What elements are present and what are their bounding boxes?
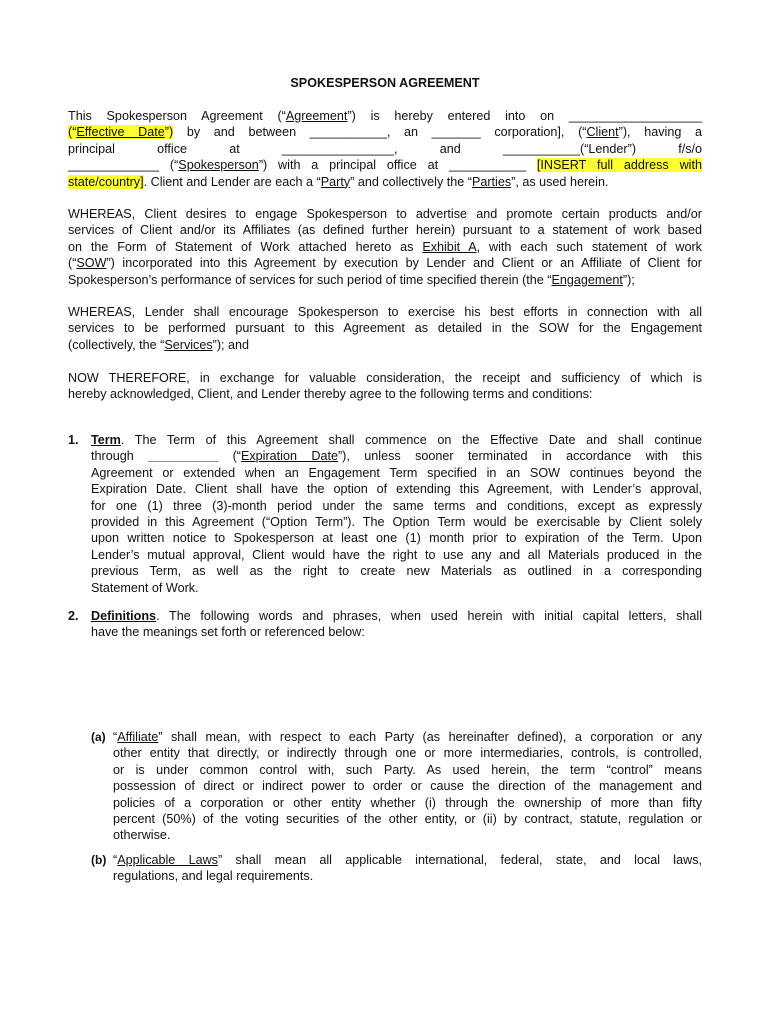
defined-term-party: Party [320, 174, 351, 189]
text: (“ [218, 449, 241, 464]
insert-address-highlight: [INSERT full address with [536, 158, 702, 173]
now-therefore-paragraph [68, 370, 702, 403]
intro-line-4 [68, 157, 702, 173]
definition-applicable-laws [113, 852, 702, 885]
text-line: for one (1) three (3)-month period under the same terms and conditions, except as expressly [91, 498, 702, 513]
section-number-1: 1. [68, 433, 79, 447]
text-line [91, 432, 702, 448]
intro-line-1 [68, 108, 702, 124]
text-line [113, 729, 702, 745]
expiration-blank: __________ [148, 449, 219, 464]
defined-term-client: Client [586, 125, 619, 140]
text-line: policies of a corporation or other entity whether (i) through the ownership of more than fifty [113, 795, 702, 810]
text: ” shall mean, with respect to each Party (as hereinafter defined), a corporation or any [158, 730, 702, 744]
effective-date-highlight [68, 125, 173, 139]
defined-term-agreement: Agreement [285, 109, 348, 123]
text-line: Lender’s mutual approval, Client would have the right to use any and all Materials produced in the [91, 547, 702, 562]
defined-term-affiliate: Affiliate [117, 730, 159, 744]
text-line: Statement of Work. [91, 580, 199, 595]
text: (“ [68, 256, 77, 271]
text-line [91, 608, 702, 624]
defined-term-spokesperson: Spokesperson [178, 158, 259, 173]
text-line: previous Term, as well as the right to create new Materials as outlined in a corresponding [91, 564, 702, 579]
text: by and between ___________, an _______ corporation], (“ [173, 125, 587, 140]
text: “ [113, 853, 118, 867]
text: (collectively, the “ [68, 337, 165, 352]
defined-term-services: Services [164, 337, 213, 352]
text: ”), unless sooner terminated in accordance with this [337, 449, 703, 464]
text: , with each such statement of work [476, 239, 702, 254]
text-line: WHEREAS, Client desires to engage Spokesperson to advertise and promote certain products and/or [68, 207, 702, 221]
whereas-paragraph-1 [68, 206, 702, 288]
text-line: percent (50%) of the voting securities of the other entity, or (ii) by contract, statute, regulation or [113, 812, 702, 827]
text: f/s/o [678, 141, 703, 156]
defined-term-effective-date: Effective Date [76, 125, 165, 140]
text: ________________, [281, 141, 398, 156]
text: . The following words and phrases, when used herein with initial capital letters, shall [156, 609, 702, 623]
defined-term-sow: SOW [76, 256, 107, 271]
text: ”, as used herein. [511, 174, 609, 189]
text: ”), having a [618, 125, 703, 140]
section-number-2: 2. [68, 609, 79, 623]
section-definitions [91, 608, 702, 641]
intro-line-2 [68, 124, 702, 140]
text-line [113, 852, 702, 868]
defined-term-engagement: Engagement [551, 272, 623, 287]
defined-term-expiration-date: Expiration Date [240, 449, 338, 464]
text: This Spokesperson Agreement (“ [68, 109, 286, 123]
text-line: otherwise. [113, 828, 171, 843]
text-line: provided in this Agreement (“Option Term”). The Option Term would be exercisable by Client solely [91, 515, 702, 530]
text: _____________ (“ [68, 158, 179, 173]
text: ___________(“Lender”) [502, 141, 637, 156]
text-line [68, 272, 702, 288]
text-line: regulations, and legal requirements. [113, 869, 314, 884]
text-line: Agreement or extended when an Engagement Term specified in an SOW continues beyond the [91, 465, 702, 480]
text-line: have the meanings set forth or referenced below: [91, 625, 365, 640]
text: “ [113, 730, 118, 744]
text: on the Form of Statement of Work attached hereto as [68, 239, 423, 254]
text: ”); [622, 272, 635, 287]
definition-label-a: (a) [91, 730, 106, 744]
defined-term-parties: Parties [471, 174, 512, 189]
text: ” shall mean all applicable international, federal, state, and local laws, [217, 853, 702, 867]
text: at [229, 141, 240, 156]
insert-address-highlight-2: state/country] [68, 174, 144, 189]
text: through [91, 449, 149, 464]
text: ”) incorporated into this Agreement by execution by Lender and Client or an Affiliate of Client for [106, 256, 702, 271]
section-term [91, 432, 702, 596]
text-line: services of Client and/or its Affiliates (as defined further herein) pursuant to a statement of work based [68, 223, 702, 238]
text: Spokesperson’s performance of services for such period of time specified therein (the “ [68, 272, 552, 287]
text-line: services to be performed pursuant to this Agreement as detailed in the SOW for the Engagement [68, 321, 702, 336]
exhibit-a-reference: Exhibit A [422, 239, 477, 254]
intro-line-3 [68, 141, 702, 157]
text-line: WHEREAS, Lender shall encourage Spokesperson to exercise his best efforts in connection with all [68, 305, 702, 319]
text-line: Expiration Date. Client shall have the option of extending this Agreement, with Lender’s approval, [91, 482, 702, 497]
text-line: or is under common control with, such Party. As used herein, the term “control” means [113, 762, 702, 777]
text-line [68, 337, 702, 353]
text: ”) [164, 125, 174, 140]
text-line: hereby acknowledged, Client, and Lender thereby agree to the following terms and conditions: [68, 387, 593, 402]
text: office [157, 141, 187, 156]
definition-affiliate [113, 729, 702, 844]
text: ”); and [212, 337, 250, 352]
intro-line-5 [68, 174, 702, 190]
text-line [68, 255, 702, 271]
text: ” and collectively the “ [350, 174, 472, 189]
text: and [439, 141, 461, 156]
section-heading-definitions: Definitions [91, 609, 157, 623]
defined-term-applicable-laws: Applicable Laws [117, 853, 218, 867]
text: ”) is hereby entered into on ___________________ [347, 109, 702, 123]
text-line: NOW THEREFORE, in exchange for valuable consideration, the receipt and sufficiency of which is [68, 371, 702, 385]
text: principal [68, 141, 115, 156]
text: ”) with a principal office at ___________ [258, 158, 537, 173]
section-heading-term: Term [91, 433, 121, 447]
text-line: possession of direct or indirect power to order or cause the direction of the management and [113, 779, 702, 794]
text: . The Term of this Agreement shall commence on the Effective Date and shall continue [120, 433, 702, 447]
text-line [91, 448, 702, 464]
text: . Client and Lender are each a “ [143, 174, 321, 189]
text-line [68, 239, 702, 255]
text-line: upon written notice to Spokesperson at least one (1) month prior to expiration of the Term. Upon [91, 531, 702, 546]
text-line: other entity that directly, or indirectly through one or more intermediaries, controls, is controlled, [113, 746, 702, 761]
document-title: SPOKESPERSON AGREEMENT [290, 76, 480, 90]
definition-label-b: (b) [91, 853, 107, 867]
text: (“ [68, 125, 77, 140]
intro-paragraph [68, 108, 702, 190]
whereas-paragraph-2 [68, 304, 702, 353]
